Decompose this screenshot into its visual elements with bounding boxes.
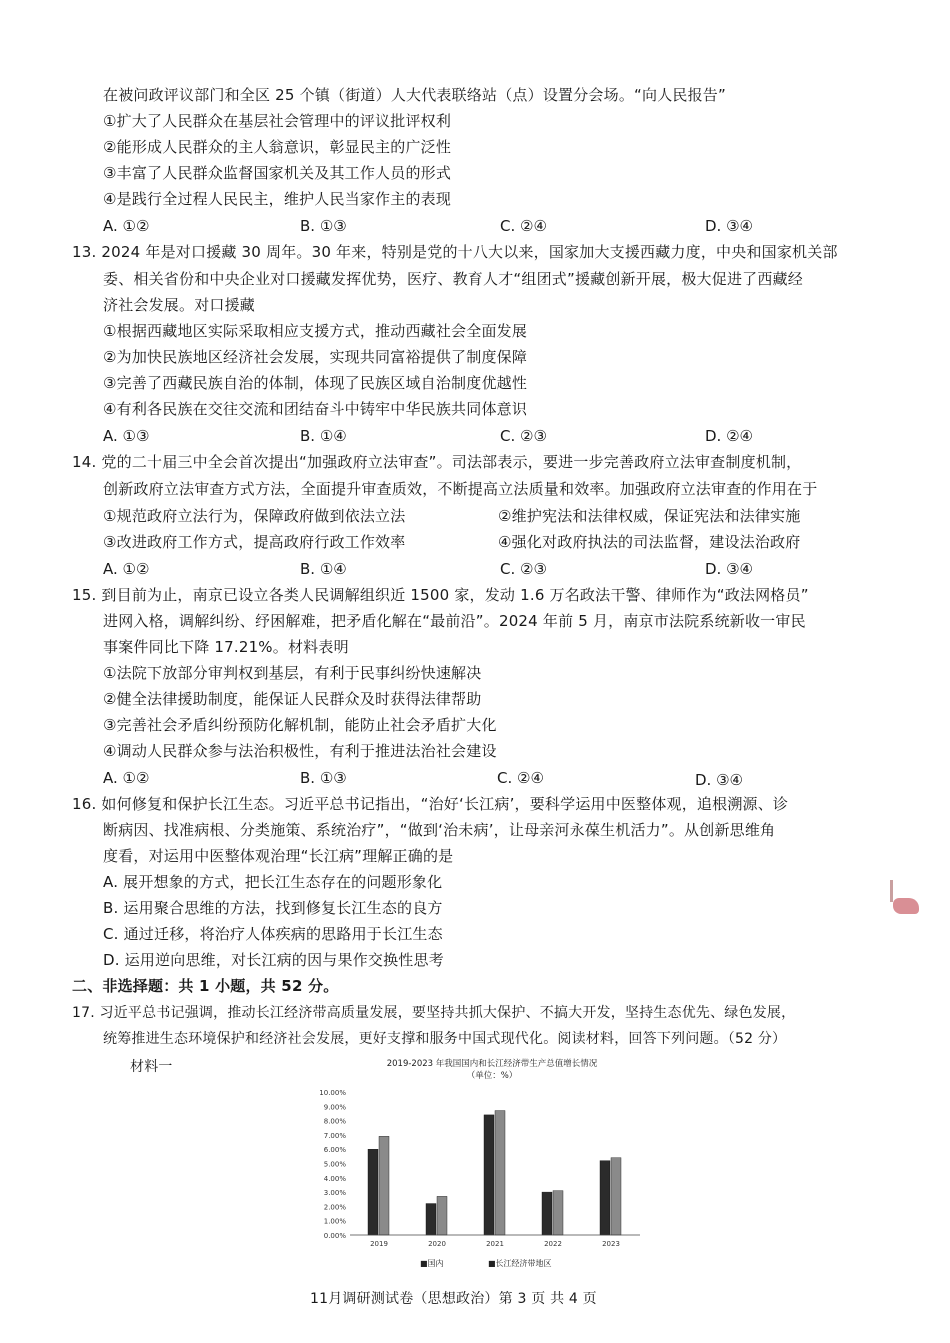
q12-option-b: B. ①③ (300, 217, 347, 235)
margin-mark (890, 880, 893, 902)
bar-yangtze-2020 (437, 1196, 447, 1235)
q15-option-c: C. ②④ (497, 769, 544, 787)
q16-stem-2: 断病因、找准病根、分类施策、系统治疗”，“做到‘治未病’，让母亲河永葆生机活力”。从创新思维角 (103, 821, 776, 839)
bar-domestic-2019 (368, 1149, 378, 1235)
q15-item-4: ④调动人民群众参与法治积极性，有利于推进法治社会建设 (103, 742, 497, 760)
bar-domestic-2022 (542, 1192, 552, 1235)
q13-stem-1: 13. 2024 年是对口援藏 30 周年。30 年来，特别是党的十八大以来，国家加大支援西藏力度，中央和国家机关部 (72, 243, 838, 261)
x-tick-label: 2022 (544, 1240, 562, 1248)
q13-option-c: C. ②③ (500, 427, 547, 445)
y-tick-label: 6.00% (323, 1146, 346, 1155)
x-tick-label: 2019 (370, 1240, 388, 1248)
q14-stem-2: 创新政府立法审查方式方法，全面提升审查质效，不断提高立法质量和效率。加强政府立法审查的作用在于 (103, 480, 818, 498)
q15-option-b: B. ①③ (300, 769, 347, 787)
q14-option-a: A. ①② (103, 560, 150, 578)
q12-option-a: A. ①② (103, 217, 150, 235)
q12-option-c: C. ②④ (500, 217, 547, 235)
q15-item-3: ③完善社会矛盾纠纷预防化解机制，能防止社会矛盾扩大化 (103, 716, 497, 734)
q17-stem-2: 统筹推进生态环境保护和经济社会发展，更好支撑和服务中国式现代化。阅读材料，回答下列问题。（52 分） (103, 1031, 787, 1047)
q16-stem-1: 16. 如何修复和保护长江生态。习近平总书记指出，“治好‘长江病’，要科学运用中医整体观，追根溯源、诊 (72, 795, 789, 813)
y-tick-label: 4.00% (323, 1174, 346, 1183)
bar-domestic-2023 (600, 1161, 610, 1235)
y-tick-label: 1.00% (323, 1217, 346, 1226)
q14-item-3: ③改进政府工作方式，提高政府行政工作效率 (103, 533, 406, 551)
q12-item-2: ②能形成人民群众的主人翁意识，彰显民主的广泛性 (103, 138, 452, 156)
bar-domestic-2020 (426, 1204, 436, 1235)
chart-title: 2019-2023 年我国国内和长江经济带生产总值增长情况 (386, 1059, 598, 1069)
q14-option-c: C. ②③ (500, 560, 547, 578)
q13-item-2: ②为加快民族地区经济社会发展，实现共同富裕提供了制度保障 (103, 348, 528, 366)
bar-yangtze-2022 (553, 1191, 563, 1235)
q13-stem-2: 委、相关省份和中央企业对口援藏发挥优势，医疗、教育人才“组团式”援藏创新开展，极大促进了西藏经 (103, 270, 803, 288)
q14-option-d: D. ③④ (705, 560, 753, 578)
q16-stem-3: 度看，对运用中医整体观治理“长江病”理解正确的是 (103, 847, 454, 865)
section-2-heading: 二、非选择题：共 1 小题，共 52 分。 (72, 977, 339, 995)
bar-yangtze-2021 (495, 1111, 505, 1235)
q13-option-b: B. ①④ (300, 427, 347, 445)
material-one-label: 材料一 (130, 1059, 173, 1075)
y-tick-label: 0.00% (323, 1232, 346, 1240)
q15-item-2: ②健全法律援助制度，能保证人民群众及时获得法律帮助 (103, 690, 482, 708)
bar-yangtze-2019 (379, 1136, 389, 1235)
q13-item-3: ③完善了西藏民族自治的体制，体现了民族区域自治制度优越性 (103, 374, 528, 392)
y-tick-label: 5.00% (323, 1160, 346, 1169)
q15-stem-3: 事案件同比下降 17.21%。材料表明 (103, 638, 349, 656)
q15-option-a: A. ①② (103, 769, 150, 787)
q16-option-d: D. 运用逆向思维，对长江病的因与果作交换性思考 (103, 951, 444, 969)
q14-item-1: ①规范政府立法行为，保障政府做到依法立法 (103, 507, 406, 525)
q14-item-4: ④强化对政府执法的司法监督，建设法治政府 (498, 533, 801, 551)
legend-domestic: ■国内 (420, 1259, 444, 1268)
x-tick-label: 2021 (486, 1240, 504, 1248)
q16-option-a: A. 展开想象的方式，把长江生态存在的问题形象化 (103, 873, 443, 891)
q13-item-1: ①根据西藏地区实际采取相应支援方式，推动西藏社会全面发展 (103, 322, 528, 340)
y-tick-label: 8.00% (323, 1117, 346, 1126)
y-tick-label: 7.00% (323, 1131, 346, 1140)
q12-option-d: D. ③④ (705, 217, 753, 235)
q16-option-c: C. 通过迁移，将治疗人体疾病的思路用于长江生态 (103, 925, 443, 943)
y-axis-ticks (319, 1089, 346, 1240)
page-footer: 11月调研测试卷（思想政治）第 3 页 共 4 页 (310, 1291, 597, 1307)
q12-item-4: ④是践行全过程人民民主，维护人民当家作主的表现 (103, 190, 452, 208)
q17-stem-1: 17. 习近平总书记强调，推动长江经济带高质量发展，要坚持共抓大保护、不搞大开发，坚持生态优先、绿色发展， (72, 1005, 796, 1021)
x-tick-label: 2023 (602, 1240, 620, 1248)
q13-stem-3: 济社会发展。对口援藏 (103, 296, 256, 314)
q12-stem-cont: 在被问政评议部门和全区 25 个镇（街道）人大代表联络站（点）设置分会场。“向人民报告” (103, 86, 726, 104)
q15-stem-2: 进网入格，调解纠纷、纾困解难，把矛盾化解在“最前沿”。2024 年前 5 月，南京市法院系统新收一审民 (103, 612, 806, 630)
q15-item-1: ①法院下放部分审判权到基层，有利于民事纠纷快速解决 (103, 664, 482, 682)
q14-item-2: ②维护宪法和法律权威，保证宪法和法律实施 (498, 507, 801, 525)
y-tick-label: 3.00% (323, 1189, 346, 1198)
chart-subtitle: （单位：%） (466, 1071, 518, 1081)
q12-item-3: ③丰富了人民群众监督国家机关及其工作人员的形式 (103, 164, 452, 182)
bar-yangtze-2023 (611, 1158, 621, 1235)
q13-item-4: ④有利各民族在交往交流和团结奋斗中铸牢中华民族共同体意识 (103, 400, 528, 418)
q14-stem-1: 14. 党的二十届三中全会首次提出“加强政府立法审查”。司法部表示，要进一步完善政府立法审查制度机制， (72, 453, 802, 471)
q14-option-b: B. ①④ (300, 560, 347, 578)
y-tick-label: 2.00% (323, 1203, 346, 1212)
q16-option-b: B. 运用聚合思维的方法，找到修复长江生态的良方 (103, 899, 443, 917)
y-tick-label: 10.00% (319, 1089, 346, 1097)
gdp-growth-chart (300, 1052, 660, 1277)
y-tick-label: 9.00% (323, 1103, 346, 1112)
legend-yangtze: ■长江经济带地区 (488, 1259, 552, 1268)
q12-item-1: ①扩大了人民群众在基层社会管理中的评议批评权利 (103, 112, 452, 130)
q15-option-d: D. ③④ (695, 771, 743, 789)
ink-stain (893, 898, 919, 914)
q15-stem-1: 15. 到目前为止，南京已设立各类人民调解组织近 1500 家，发动 1.6 万名政法干警、律师作为“政法网格员” (72, 586, 809, 604)
x-tick-label: 2020 (428, 1240, 446, 1248)
bar-domestic-2021 (484, 1115, 494, 1235)
x-axis-ticks (370, 1240, 620, 1248)
q13-option-a: A. ①③ (103, 427, 150, 445)
bars-group (368, 1111, 621, 1235)
q13-option-d: D. ②④ (705, 427, 753, 445)
